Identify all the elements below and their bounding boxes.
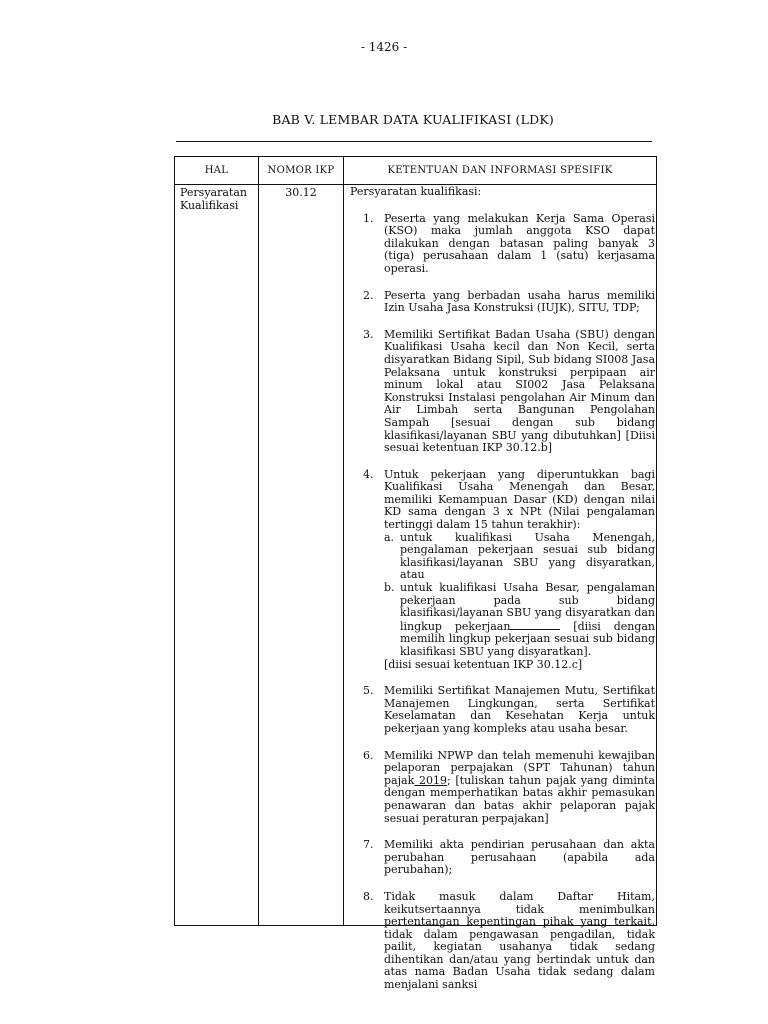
sub-item-text: untuk kualifikasi Usaha Besar, pengalaman pekerjaan pada sub bidang klasifikasi/layanan SBU yang disyaratkan dan lingkup pekerjaan xyxy=(400,581,655,633)
item-footer-note: [diisi sesuai ketentuan IKP 30.12.c] xyxy=(384,657,583,671)
requirement-item-7 xyxy=(350,839,655,877)
requirement-item-5 xyxy=(350,685,655,735)
sub-item-a xyxy=(384,532,655,582)
item-text: Memiliki Sertifikat Badan Usaha (SBU) dengan Kualifikasi Usaha kecil dan Non Kecil, serta disyaratkan Bidang Sipil, Sub bidang SI008 Jasa Pelaksana untuk konstruksi perpipaan air minum lokal atau SI002 Jasa Pelaksana Konstruksi Instalasi pengolahan Air Minum dan Air Limbah serta Bangunan Pengolahan Sampah [sesuai dengan sub bidang klasifikasi/layanan SBU yang dibutuhkan] [Diisi sesuai ketentuan IKP 30.12.b] xyxy=(384,327,655,455)
item-number: 2. xyxy=(363,288,374,302)
item-text: Peserta yang melakukan Kerja Sama Operasi (KSO) maka jumlah anggota KSO dapat dilakukan dengan batasan paling banyak 3 (tiga) perusahaan dalam 1 (satu) kerjasama operasi. xyxy=(384,211,655,275)
cell-hal: Persyaratan Kualifikasi xyxy=(180,186,247,212)
sub-item-text-cont: [diisi dengan memilih lingkup pekerjaan sesuai sub bidang klasifikasi SBU yang disyaratkan]. xyxy=(400,619,656,658)
header-ketentuan: KETENTUAN DAN INFORMASI SPESIFIK xyxy=(387,165,613,176)
item-number: 3. xyxy=(363,327,374,341)
tax-year: 2019 xyxy=(414,773,447,787)
item-text: Untuk pekerjaan yang diperuntukkan bagi Kualifikasi Usaha Menengah dan Besar, memiliki Kemampuan Dasar (KD) dengan nilai KD sama dengan 3 x NPt (Nilai pengalaman tertinggi dalam 15 tahun terakhir): xyxy=(384,467,655,532)
header-nomor-ikp: NOMOR IKP xyxy=(267,165,335,176)
item-text: Peserta yang berbadan usaha harus memiliki Izin Usaha Jasa Konstruksi (IUJK), SITU, TDP; xyxy=(384,288,655,315)
item-text: Memiliki Sertifikat Manajemen Mutu, Sertifikat Manajemen Lingkungan, serta Sertifikat Keselamatan dan Kesehatan Kerja untuk pekerjaan yang kompleks atau usaha besar. xyxy=(384,684,655,735)
requirement-item-2 xyxy=(350,290,655,315)
requirements-intro: Persyaratan kualifikasi: xyxy=(350,185,482,198)
title-divider xyxy=(176,141,652,142)
item-number: 6. xyxy=(363,748,374,762)
requirement-item-8 xyxy=(350,891,655,992)
item-number: 7. xyxy=(363,838,374,852)
qualification-table xyxy=(174,156,657,992)
item-text-cont: ; [tuliskan tahun pajak yang diminta dengan memperhatikan batas akhir pemasukan penawaran dan batas akhir pelaporan pajak sesuai peraturan perpajakan] xyxy=(384,773,655,825)
header-hal: HAL xyxy=(204,165,229,176)
page-number: - 1426 - xyxy=(360,40,408,54)
item-number: 4. xyxy=(363,467,374,481)
requirement-item-3 xyxy=(350,329,655,455)
item-number: 8. xyxy=(363,889,374,903)
item-number: 1. xyxy=(363,211,374,225)
item-text: Memiliki NPWP dan telah memenuhi kewajiban pelaporan perpajakan (SPT Tahunan) tahun pajak xyxy=(384,748,655,787)
cell-ketentuan xyxy=(350,186,655,1006)
item-text: Tidak masuk dalam Daftar Hitam, keikutsertaannya tidak menimbulkan pertentangan kepentingan pihak yang terkait, tidak dalam pengawasan pengadilan, tidak pailit, kegiatan usahanya tidak sedang dihentikan dan/atau yang bertindak untuk dan atas nama Badan Usaha tidak sedang dalam menjalani sanksi xyxy=(384,889,655,992)
chapter-title: BAB V. LEMBAR DATA KUALIFIKASI (LDK) xyxy=(272,112,554,127)
requirement-item-4 xyxy=(350,469,655,672)
requirement-item-6 xyxy=(350,750,655,826)
sub-item-letter: b. xyxy=(384,581,395,595)
sub-item-letter: a. xyxy=(384,530,395,544)
fill-in-blank xyxy=(510,620,560,630)
sub-item-text: untuk kualifikasi Usaha Menengah, pengalaman pekerjaan sesuai sub bidang klasifikasi/layanan SBU yang disyaratkan, atau xyxy=(400,530,655,582)
item-text: Memiliki akta pendirian perusahaan dan akta perubahan perusahaan (apabila ada perubahan); xyxy=(384,838,655,877)
cell-nomor-ikp: 30.12 xyxy=(285,186,317,199)
requirement-item-1 xyxy=(350,213,655,276)
item-number: 5. xyxy=(363,684,374,698)
column-divider xyxy=(258,157,259,925)
sub-item-b xyxy=(384,582,655,659)
column-divider xyxy=(343,157,344,925)
